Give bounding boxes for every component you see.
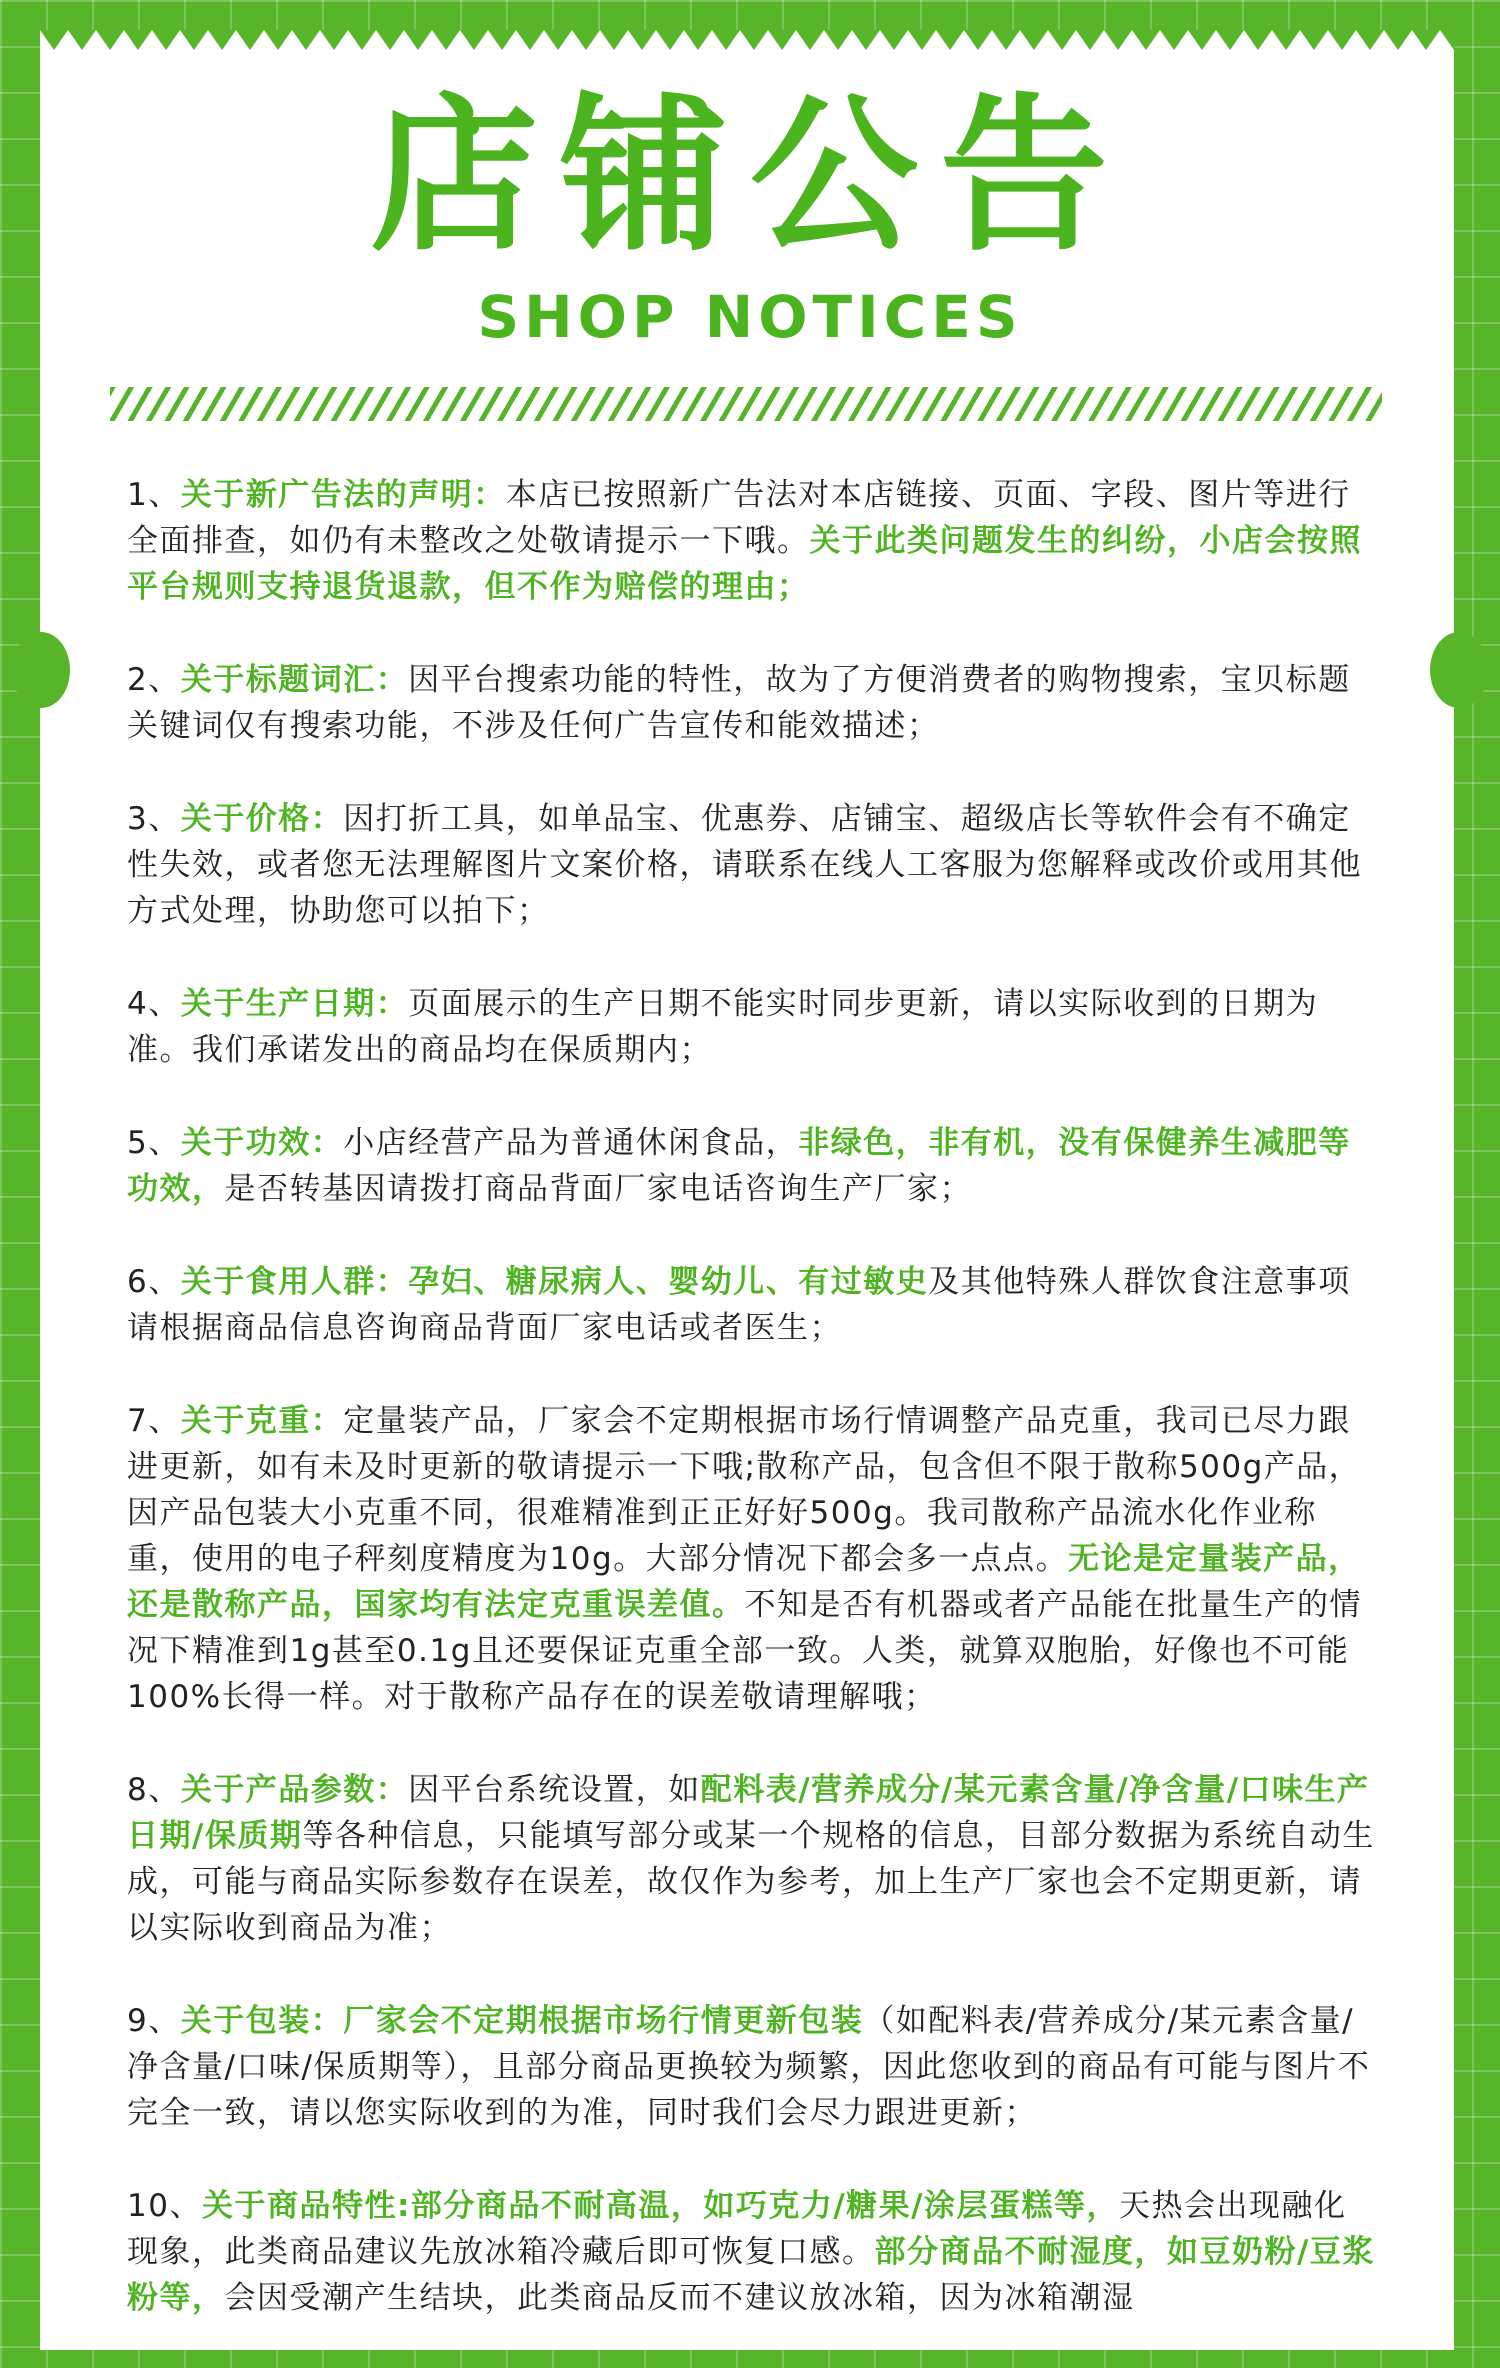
notice-text: 天热会出现融化现象，此类商品建议先放冰箱冷藏后即可恢复口感。 [127, 2188, 1347, 2270]
notice-highlight: 部分商品不耐湿度，如豆奶粉/豆浆粉等， [127, 2234, 1375, 2316]
notice-text: 等各种信息，只能填写部分或某一个规格的信息，目部分数据为系统自动生成，可能与商品实际参数存在误差，故仅作为参考，加上生产厂家也会不定期更新，请以实际收到商品为准； [127, 1818, 1375, 1946]
zigzag-edge [40, 30, 1454, 54]
notice-list [127, 472, 1377, 2368]
notice-highlight: 关于价格： [180, 801, 344, 837]
notice-text: 是否转基因请拨打商品背面厂家电话咨询生产厂家； [224, 1171, 972, 1207]
notice-item [127, 981, 1377, 1073]
notice-text: 5、 [127, 1125, 181, 1161]
notice-highlight: 配料表/营养成分/某元素含量/净含量/口味生产日期/保质期 [127, 1772, 1370, 1854]
notice-text: 因打折工具，如单品宝、优惠券、店铺宝、超级店长等软件会有不确定性失效，或者您无法理解图片文案价格，请联系在线人工客服为您解释或改价或用其他方式处理，协助您可以拍下； [127, 801, 1362, 929]
left-notch [12, 632, 70, 708]
notice-highlight: 关于包装：厂家会不定期根据市场行情更新包装 [180, 2003, 864, 2039]
notice-item [127, 1398, 1377, 1720]
notice-highlight: 关于食用人群：孕妇、糖尿病人、婴幼儿、有过敏史 [180, 1264, 929, 1300]
notice-text: 6、 [127, 1264, 181, 1300]
notice-text: 3、 [127, 801, 181, 837]
notice-text: 因平台搜索功能的特性，故为了方便消费者的购物搜索，宝贝标题关键词仅有搜索功能，不涉及任何广告宣传和能效描述； [127, 662, 1351, 744]
notice-text: 本店已按照新广告法对本店链接、页面、字段、图片等进行全面排查，如仍有未整改之处敬请提示一下哦。 [127, 477, 1351, 559]
notice-text: 8、 [127, 1772, 181, 1808]
notice-highlight: 非绿色，非有机，没有保健养生减肥等功效， [127, 1125, 1351, 1207]
notice-item [127, 1120, 1377, 1212]
notice-highlight: 关于新广告法的声明： [180, 477, 506, 513]
notice-text: 10、 [127, 2188, 202, 2224]
notice-text: 1、 [127, 477, 181, 513]
notice-highlight: 关于克重： [180, 1403, 344, 1439]
right-notch [1430, 632, 1488, 708]
notice-text: 不知是否有机器或者产品能在批量生产的情况下精准到1g甚至0.1g且还要保证克重全部一致。人类，就算双胞胎，好像也不可能100%长得一样。对于散称产品存在的误差敬请理解哦； [127, 1587, 1362, 1715]
notice-highlight: 关于生产日期： [180, 986, 409, 1022]
notice-text: 及其他特殊人群饮食注意事项请根据商品信息咨询商品背面厂家电话或者医生； [127, 1264, 1351, 1346]
notice-highlight: 关于此类问题发生的纠纷，小店会按照平台规则支持退货退款，但不作为赔偿的理由； [127, 523, 1362, 605]
notice-highlight: 无论是定量装产品，还是散称产品，国家均有法定克重误差值。 [127, 1541, 1361, 1623]
hatched-divider [110, 387, 1382, 421]
notice-text: 4、 [127, 986, 181, 1022]
notice-item [127, 1767, 1377, 1951]
notice-item [127, 1259, 1377, 1351]
notice-highlight: 关于商品特性:部分商品不耐高温，如巧克力/糖果/涂层蛋糕等， [201, 2188, 1119, 2224]
page-subtitle: SHOP NOTICES [477, 283, 1023, 351]
notice-text: 定量装产品，厂家会不定期根据市场行情调整产品克重，我司已尽力跟进更新，如有未及时更新的敬请提示一下哦;散称产品，包含但不限于散称500g产品，因产品包装大小克重不同，很难精准到正正好好500g。我司散称产品流水化作业称重，使用的电子秤刻度精度为10g。大部分情况下都会多一点点。 [127, 1403, 1362, 1577]
notice-highlight: 关于产品参数： [180, 1772, 409, 1808]
notice-item [127, 657, 1377, 749]
notice-text: （如配料表/营养成分/某元素含量/净含量/口味/保质期等），且部分商品更换较为频繁，因此您收到的商品有可能与图片不完全一致，请以您实际收到的为准，同时我们会尽力跟进更新； [127, 2003, 1371, 2131]
notice-text: 2、 [127, 662, 181, 698]
notice-text: 会因受潮产生结块，此类商品反而不建议放冰箱，因为冰箱潮湿 [224, 2280, 1135, 2316]
notice-text: 小店经营产品为普通休闲食品， [343, 1125, 799, 1161]
notice-item [127, 796, 1377, 934]
notice-item [127, 472, 1377, 610]
notice-text: 页面展示的生产日期不能实时同步更新，请以实际收到的日期为准。我们承诺发出的商品均在保质期内； [127, 986, 1319, 1068]
notice-item [127, 2183, 1377, 2321]
notice-highlight: 关于功效： [180, 1125, 344, 1161]
notice-text: 因平台系统设置，如 [408, 1772, 701, 1808]
notice-highlight: 关于标题词汇： [180, 662, 409, 698]
notice-text: 7、 [127, 1403, 181, 1439]
notice-text: 9、 [127, 2003, 181, 2039]
notice-item [127, 1998, 1377, 2136]
page-title: 店铺公告 [370, 78, 1130, 274]
